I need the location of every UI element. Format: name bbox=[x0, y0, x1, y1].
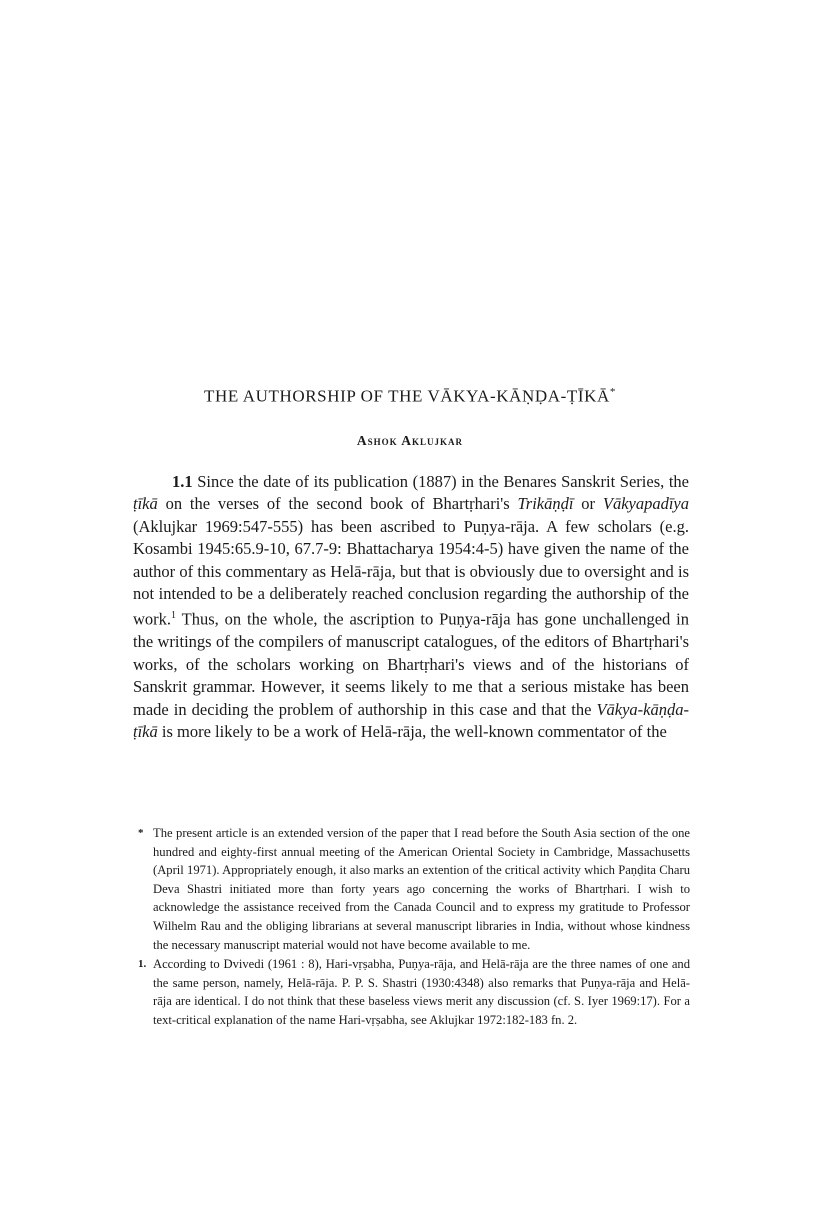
para-text-5: Thus, on the whole, the ascription to Puṇya-rāja has gone unchallenged in the writings of the compilers of manuscript catalogues, of the editors of Bhartṛhari's works, of the scholars working on Bhartṛhari's views and of the historians of Sanskrit grammar. However, it seems likely to me that a serious mistake has been made in deciding the problem of authorship in this case and that the bbox=[133, 609, 689, 719]
author-name: Ashok Aklujkar bbox=[356, 433, 464, 448]
footnote-ref-1: 1 bbox=[171, 610, 177, 622]
footnote-mark: * bbox=[138, 827, 144, 839]
italic-vakya-kanda-tika: Vākya-kāṇḍa-ṭīkā bbox=[133, 699, 689, 741]
para-text-2: on the verses of the second book of Bhartṛhari's bbox=[157, 494, 518, 514]
title-footnote-mark: * bbox=[609, 386, 617, 398]
italic-tika: ṭīkā bbox=[133, 494, 158, 514]
para-text-6: is more likely to be a work of Helā-rāja, the well-known commentator of the bbox=[157, 721, 667, 741]
article-title bbox=[120, 386, 700, 407]
footnote-text: According to Dvivedi (1961 : 8), Hari-vṛṣabha, Puṇya-rāja, and Helā-rāja are the three names of one and the same person, namely, Helā-rāja. P. P. S. Shastri (1930:4348) also remarks that Puṇya-rāja and Helā-rāja are identical. I do not think that these baseless views merit any discussion (cf. S. Iyer 1969:17). For a text-critical explanation of the name Hari-vṛṣabha, see Aklujkar 1972:182-183 fn. 2. bbox=[153, 957, 690, 1027]
footnotes bbox=[138, 824, 690, 1030]
footnote-mark: 1. bbox=[138, 958, 147, 971]
footnote-1 bbox=[138, 955, 690, 1029]
italic-trikandi: Trikāṇḍī bbox=[517, 494, 574, 514]
para-text-4: (Aklujkar 1969:547-555) has been ascribed to Puṇya-rāja. A few scholars (e.g. Kosambi 1945:65.9-10, 67.7-9: Bhattacharya 1954:4-5) have given the name of the author of this commentary as Helā-rāja, but that is obviously due to oversight and is not intended to be a deliberately reached conclusion regarding the authorship of the work. bbox=[133, 516, 689, 629]
section-number: 1.1 bbox=[172, 472, 193, 491]
footnote-text: The present article is an extended version of the paper that I read before the South Asia section of the one hundred and eighty-first annual meeting of the American Oriental Society in Cambridge, Massachusetts (April 1971). Appropriately enough, it also marks an extention of the critical activity which Paṇḍita Charu Deva Shastri initiated more than forty years ago concerning the works of Bhartṛhari. I wish to acknowledge the assistance received from the Canada Council and to express my gratitude to Professor Wilhelm Rau and the obliging librarians at several manuscript libraries in India, without whose kindness the necessary manuscript material would not have become available to me. bbox=[153, 826, 690, 952]
body-paragraph bbox=[133, 471, 689, 743]
article-title-text: THE AUTHORSHIP OF THE VĀKYA-KĀṆḌA-ṬĪKĀ bbox=[203, 386, 610, 406]
italic-vakyapadiya: Vākyapadīya bbox=[602, 494, 689, 514]
para-text-1: Since the date of its publication (1887) in the Benares Sanskrit Series, the bbox=[197, 472, 689, 491]
para-text-3: or bbox=[573, 494, 603, 514]
footnote-star bbox=[138, 824, 690, 954]
